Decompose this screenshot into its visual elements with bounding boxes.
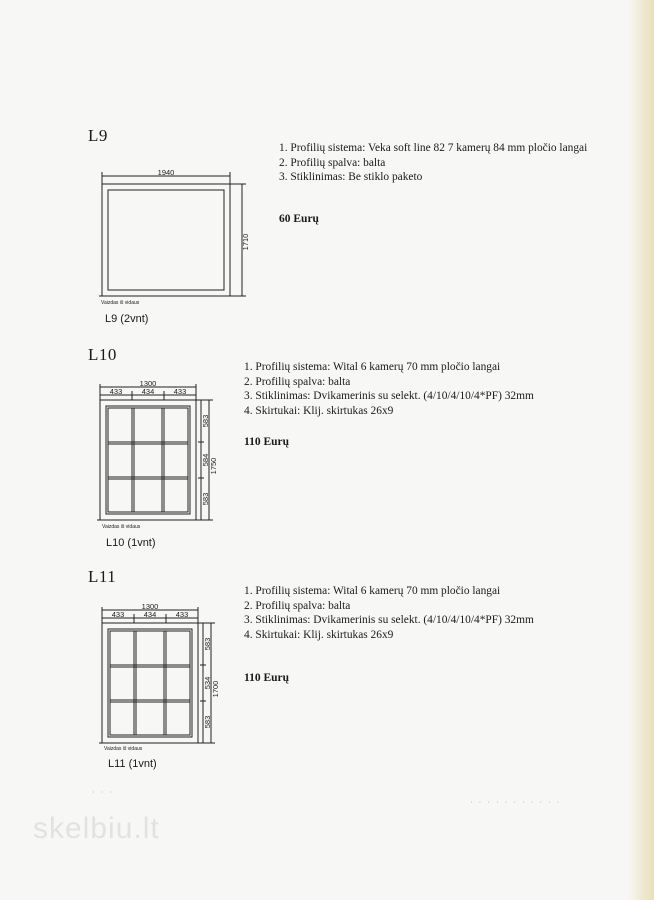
item-heading: L11 bbox=[88, 567, 117, 586]
dim-h1: 583 bbox=[203, 637, 212, 651]
dim-w2: 434 bbox=[141, 387, 155, 396]
dim-h2: 584 bbox=[201, 453, 210, 467]
dim-h1: 583 bbox=[201, 414, 210, 428]
spec-list bbox=[279, 141, 604, 185]
spec-line: 4. Skirtukai: Klij. skirtukas 26x9 bbox=[244, 404, 394, 417]
dim-w3: 433 bbox=[175, 610, 189, 619]
dim-h2: 534 bbox=[203, 676, 212, 690]
spec-line: 4. Skirtukai: Klij. skirtukas 26x9 bbox=[244, 628, 394, 641]
dim-h3: 583 bbox=[201, 492, 210, 506]
dim-w2: 434 bbox=[143, 610, 157, 619]
spec-line: 3. Stiklinimas: Be stiklo paketo bbox=[279, 171, 423, 184]
item-heading: L10 bbox=[88, 345, 117, 364]
view-label: Vaizdas iš vidaus bbox=[102, 524, 141, 530]
spec-line: 1. Profilių sistema: Wital 6 kamerų 70 mm pločio langai bbox=[244, 585, 501, 597]
view-label: Vaizdas iš vidaus bbox=[104, 746, 143, 752]
dim-width: 1940 bbox=[157, 168, 175, 177]
dim-height: 1750 bbox=[209, 457, 218, 475]
spec-list bbox=[244, 360, 624, 418]
dim-width: 1300 bbox=[139, 379, 157, 388]
price: 110 Eurų bbox=[244, 436, 290, 448]
dim-height: 1710 bbox=[241, 233, 250, 251]
dim-height: 1700 bbox=[211, 680, 220, 698]
scan-specks: · · · bbox=[92, 788, 114, 797]
spec-list bbox=[244, 584, 624, 642]
dim-w3: 433 bbox=[173, 387, 187, 396]
window-drawing-l10 bbox=[98, 380, 218, 526]
dim-w1: 433 bbox=[109, 387, 123, 396]
window-drawing-l11 bbox=[100, 603, 220, 749]
spec-line: 2. Profilių spalva: balta bbox=[244, 599, 351, 612]
window-drawing-l9 bbox=[96, 166, 256, 306]
item-caption: L9 (2vnt) bbox=[105, 313, 149, 325]
dim-w1: 433 bbox=[111, 610, 125, 619]
spec-line: 2. Profilių spalva: balta bbox=[244, 375, 351, 388]
spec-line: 3. Stiklinimas: Dvikamerinis su selekt. (4/10/4/10/4*PF) 32mm bbox=[244, 390, 534, 403]
watermark: skelbiu.lt bbox=[33, 812, 160, 845]
view-label: Vaizdas iš vidaus bbox=[101, 300, 140, 306]
price: 60 Eurų bbox=[279, 213, 319, 225]
page-edge-shadow bbox=[628, 0, 654, 900]
dim-width: 1300 bbox=[141, 602, 159, 611]
item-caption: L11 (1vnt) bbox=[108, 758, 157, 770]
scan-specks: · · · · · · · · · · · bbox=[470, 798, 562, 807]
item-heading: L9 bbox=[88, 126, 108, 145]
item-caption: L10 (1vnt) bbox=[106, 537, 156, 549]
price: 110 Eurų bbox=[244, 672, 290, 684]
dim-h3: 583 bbox=[203, 715, 212, 729]
spec-line: 1. Profilių sistema: Wital 6 kamerų 70 mm pločio langai bbox=[244, 361, 501, 373]
spec-line: 2. Profilių spalva: balta bbox=[279, 156, 386, 169]
spec-line: 3. Stiklinimas: Dvikamerinis su selekt. (4/10/4/10/4*PF) 32mm bbox=[244, 614, 534, 627]
spec-line: 1. Profilių sistema: Veka soft line 82 7 kamerų 84 mm pločio langai bbox=[279, 142, 588, 154]
